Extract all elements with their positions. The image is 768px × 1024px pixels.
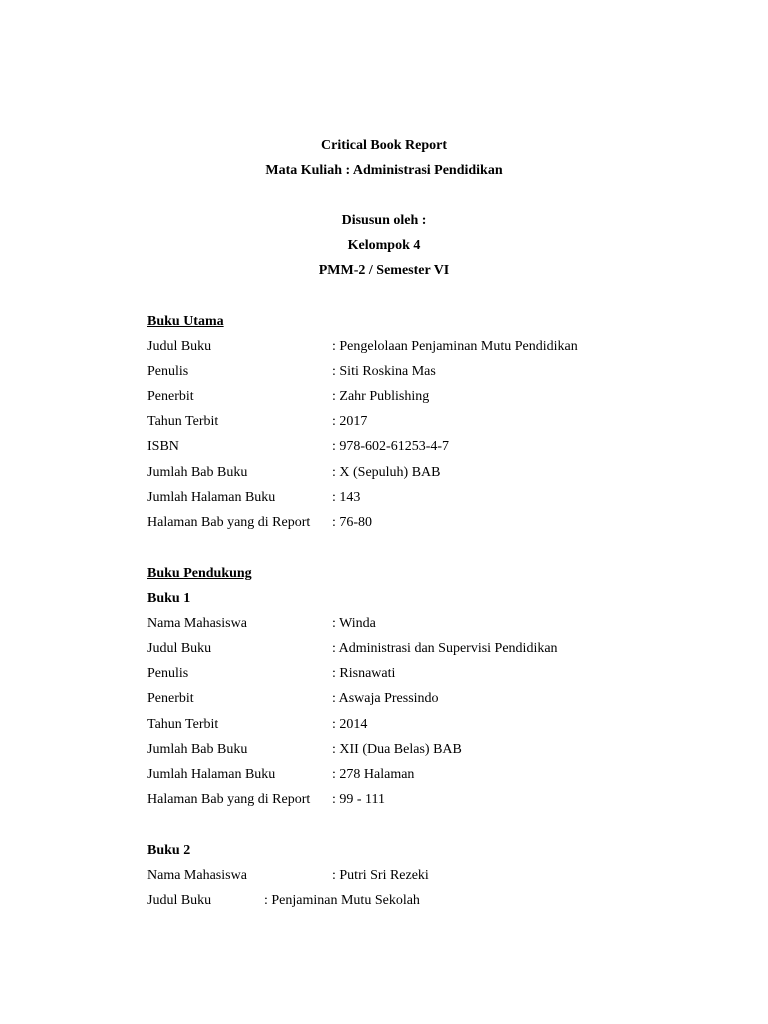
field-value: : 978-602-61253-4-7 <box>332 439 450 454</box>
field-value: : 278 Halaman <box>332 767 415 782</box>
field-value: : Administrasi dan Supervisi Pendidikan <box>332 641 558 656</box>
compiled-by-line: Disusun oleh : <box>341 213 427 228</box>
field-label: Penulis <box>147 666 189 681</box>
field-label: Penerbit <box>147 389 194 404</box>
field-label: Judul Buku <box>147 893 212 908</box>
book1-heading: Buku 1 <box>147 591 191 606</box>
main-book-heading: Buku Utama <box>147 314 224 329</box>
field-label: Judul Buku <box>147 641 212 656</box>
field-label: ISBN <box>147 439 179 454</box>
field-label: Nama Mahasiswa <box>147 868 247 883</box>
field-value: : Penjaminan Mutu Sekolah <box>264 893 420 908</box>
field-value: : 143 <box>332 490 361 505</box>
book2-heading: Buku 2 <box>147 843 191 858</box>
field-value: : Siti Roskina Mas <box>332 364 436 379</box>
supporting-books-heading: Buku Pendukung <box>147 566 252 581</box>
field-value: : Winda <box>332 616 376 631</box>
field-value: : Risnawati <box>332 666 396 681</box>
document-title: Critical Book Report <box>321 138 447 153</box>
field-label: Tahun Terbit <box>147 414 219 429</box>
field-value: : 76-80 <box>332 515 373 530</box>
field-value: : 2014 <box>332 717 368 732</box>
field-label: Tahun Terbit <box>147 717 219 732</box>
field-label: Halaman Bab yang di Report <box>147 515 311 530</box>
field-value: : 99 - 111 <box>332 792 386 807</box>
field-value: : Pengelolaan Penjaminan Mutu Pendidikan <box>332 339 578 354</box>
field-label: Nama Mahasiswa <box>147 616 247 631</box>
field-label: Jumlah Bab Buku <box>147 465 248 480</box>
course-line: Mata Kuliah : Administrasi Pendidikan <box>265 163 503 178</box>
field-value: : 2017 <box>332 414 368 429</box>
field-label: Judul Buku <box>147 339 212 354</box>
field-label: Jumlah Halaman Buku <box>147 767 276 782</box>
field-value: : Aswaja Pressindo <box>332 691 439 706</box>
class-line: PMM-2 / Semester VI <box>318 263 450 278</box>
field-label: Penerbit <box>147 691 194 706</box>
field-value: : Zahr Publishing <box>332 389 430 404</box>
field-value: : Putri Sri Rezeki <box>332 868 429 883</box>
field-value: : X (Sepuluh) BAB <box>332 465 441 480</box>
field-label: Halaman Bab yang di Report <box>147 792 311 807</box>
field-label: Jumlah Halaman Buku <box>147 490 276 505</box>
field-value: : XII (Dua Belas) BAB <box>332 742 462 757</box>
field-label: Jumlah Bab Buku <box>147 742 248 757</box>
field-label: Penulis <box>147 364 189 379</box>
group-line: Kelompok 4 <box>347 238 421 253</box>
